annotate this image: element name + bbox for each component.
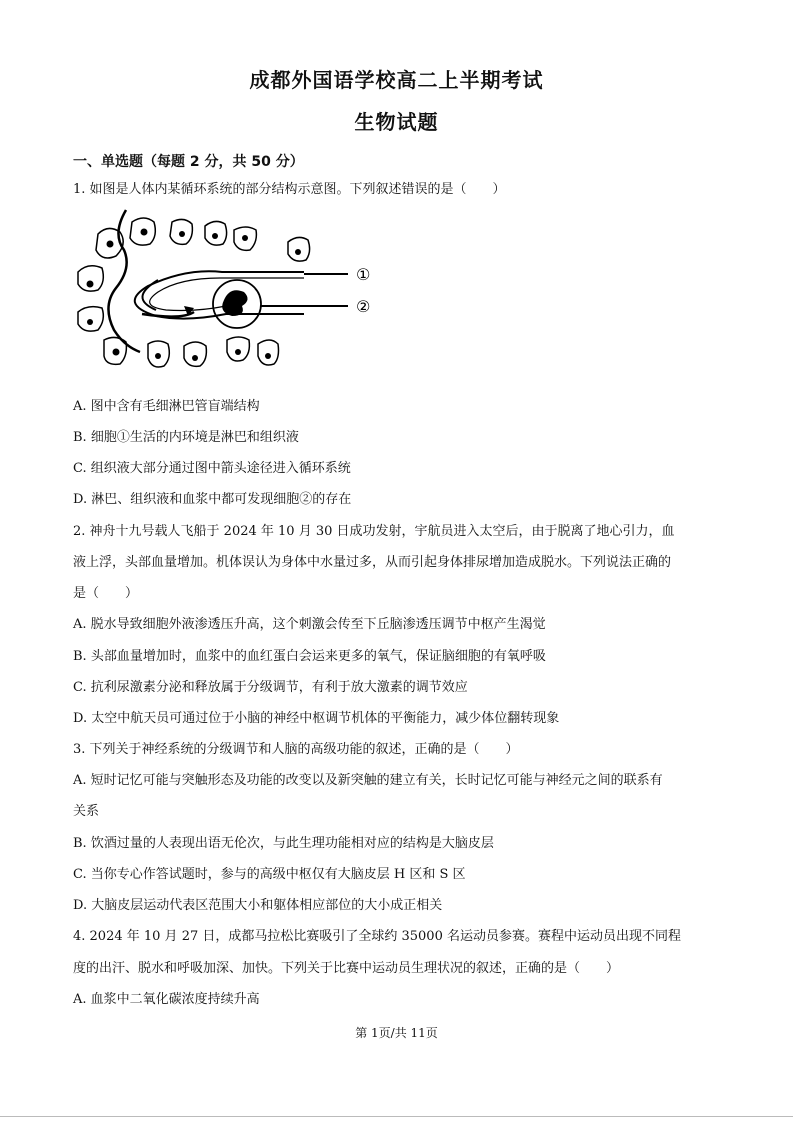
label-1: ① [356,265,371,284]
question-1-option-a: A. 图中含有毛细淋巴管盲端结构 [73,399,260,414]
question-4-option-a: A. 血浆中二氧化碳浓度持续升高 [73,992,260,1007]
flow-arrow-bottom [142,312,194,317]
question-3-option-c: C. 当你专心作答试题时，参与的高级中枢仅有大脑皮层 H 区和 S 区 [73,867,466,882]
question-3-option-a-cont: 关系 [73,804,100,819]
page-number: 第 1页/共 11页 [355,1026,438,1040]
question-3-option-a: A. 短时记忆可能与突触形态及功能的改变以及新突触的建立有关，长时记忆可能与神经元之间的联系有 [73,773,663,788]
question-3-option-b: B. 饮酒过量的人表现出语无伦次，与此生理功能相对应的结构是大脑皮层 [73,836,494,851]
page-title: 成都外国语学校高二上半期考试 [249,68,544,92]
question-3-option-d: D. 大脑皮层运动代表区范围大小和躯体相应部位的大小成正相关 [73,898,443,913]
cell-2-nucleus [222,290,247,316]
question-2-option-a: A. 脱水导致细胞外液渗透压升高，这个刺激会传至下丘脑渗透压调节中枢产生渴觉 [73,617,546,632]
question-2-stem-line-1: 2. 神舟十九号载人飞船于 2024 年 10 月 30 日成功发射，宇航员进入太空后，由于脱离了地心引力，血 [73,524,675,539]
page-subtitle: 生物试题 [354,110,439,134]
section-heading: 一、单选题（每题 2 分，共 50 分） [73,154,304,170]
question-4-stem-line-1: 4. 2024 年 10 月 27 日，成都马拉松比赛吸引了全球约 35000 名运动员参赛。赛程中运动员出现不同程 [73,929,681,944]
cell-nuclei [87,229,302,362]
flow-arrow-curve [142,280,158,310]
question-2-stem-line-2: 液上浮，头部血量增加。机体误认为身体中水量过多，从而引起身体排尿增加造成脱水。下列说法正确的 [73,555,672,570]
question-1-stem: 1. 如图是人体内某循环系统的部分结构示意图。下列叙述错误的是（ ） [73,182,506,197]
circulation-diagram [72,208,382,388]
question-1-option-d: D. 淋巴、组织液和血浆中都可发现细胞②的存在 [73,492,352,507]
question-2-option-c: C. 抗利尿激素分泌和释放属于分级调节，有利于放大激素的调节效应 [73,680,468,695]
label-2: ② [356,297,371,316]
question-2-stem-line-3: 是（ ） [73,586,139,601]
question-3-stem: 3. 下列关于神经系统的分级调节和人脑的高级功能的叙述，正确的是（ ） [73,742,519,757]
page-bottom-rule [0,1116,793,1117]
question-1-option-c: C. 组织液大部分通过图中箭头途径进入循环系统 [73,461,351,476]
blood-capillary [108,210,140,352]
question-1-option-b: B. 细胞①生活的内环境是淋巴和组织液 [73,430,299,445]
question-4-stem-line-2: 度的出汗、脱水和呼吸加深、加快。下列关于比赛中运动员生理状况的叙述，正确的是（ ） [73,961,620,976]
question-2-option-d: D. 太空中航天员可通过位于小脑的神经中枢调节机体的平衡能力，减少体位翻转现象 [73,711,560,726]
question-2-option-b: B. 头部血量增加时，血浆中的血红蛋白会运来更多的氧气，保证脑细胞的有氧呼吸 [73,649,546,664]
